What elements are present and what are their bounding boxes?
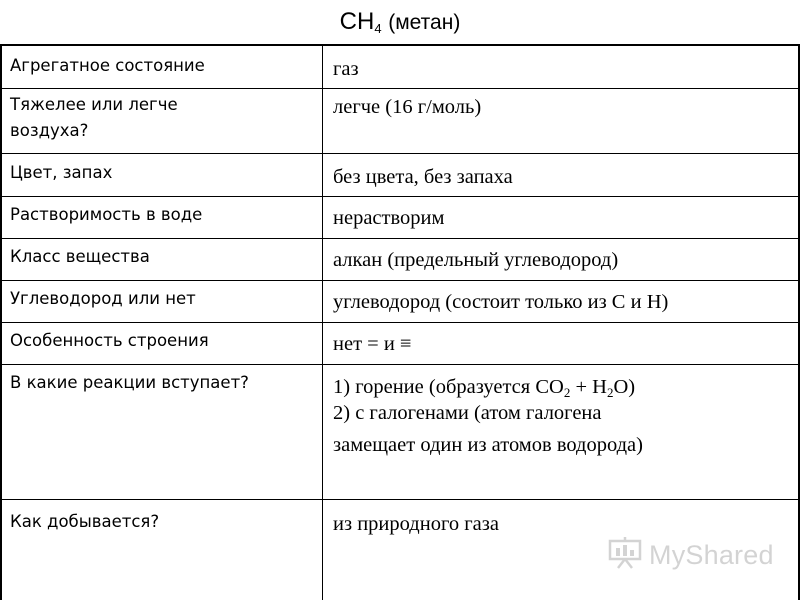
row-divider [0,499,800,500]
row-label: Особенность строения [10,331,209,350]
row-label: Углеводород или нет [10,289,196,308]
row-value: алкан (предельный углеводород) [333,249,619,271]
column-divider [322,44,323,600]
table-border-left [0,44,2,600]
title-name: (метан) [388,11,461,34]
row-divider [0,238,800,239]
table-border-top [0,44,800,46]
row-value: без цвета, без запаха [333,166,513,188]
reaction-text: О) [613,376,636,398]
title-formula: CH [339,8,375,35]
watermark [607,535,774,575]
title-formula-subscript: 4 [374,21,382,36]
row-divider [0,88,800,89]
row-divider [0,322,800,323]
row-value: нерастворим [333,207,445,229]
row-label: В какие реакции вступает? [10,373,249,392]
row-divider [0,153,800,154]
row-label [10,92,322,144]
row-label: Растворимость в воде [10,205,203,224]
subscript: 2 [563,385,571,400]
reaction-text: 1) горение (образуется СО [333,376,564,398]
row-divider [0,364,800,365]
row-label: Как добывается? [10,512,160,531]
row-value: нет = и ≡ [333,333,412,355]
subscript: 2 [606,385,614,400]
row-value-line: 2) с галогенами (атом галогена [333,402,602,424]
row-value-line [333,373,795,401]
row-label: Цвет, запах [10,163,113,182]
row-value: из природного газа [333,513,499,535]
presentation-board-icon [607,536,643,575]
row-label-line: воздуха? [10,121,89,140]
row-divider [0,196,800,197]
reaction-text: + Н [570,376,607,398]
row-divider [0,280,800,281]
row-value: газ [333,58,359,80]
row-value: углеводород (состоит только из С и Н) [333,291,669,313]
watermark-text: MyShared [649,539,774,570]
row-value [333,373,795,459]
row-value: легче (16 г/моль) [333,96,482,118]
row-value-line: замещает один из атомов водорода) [333,434,643,456]
row-label: Агрегатное состояние [10,56,205,75]
row-label-line: Тяжелее или легче [10,95,178,114]
row-label: Класс вещества [10,247,150,266]
